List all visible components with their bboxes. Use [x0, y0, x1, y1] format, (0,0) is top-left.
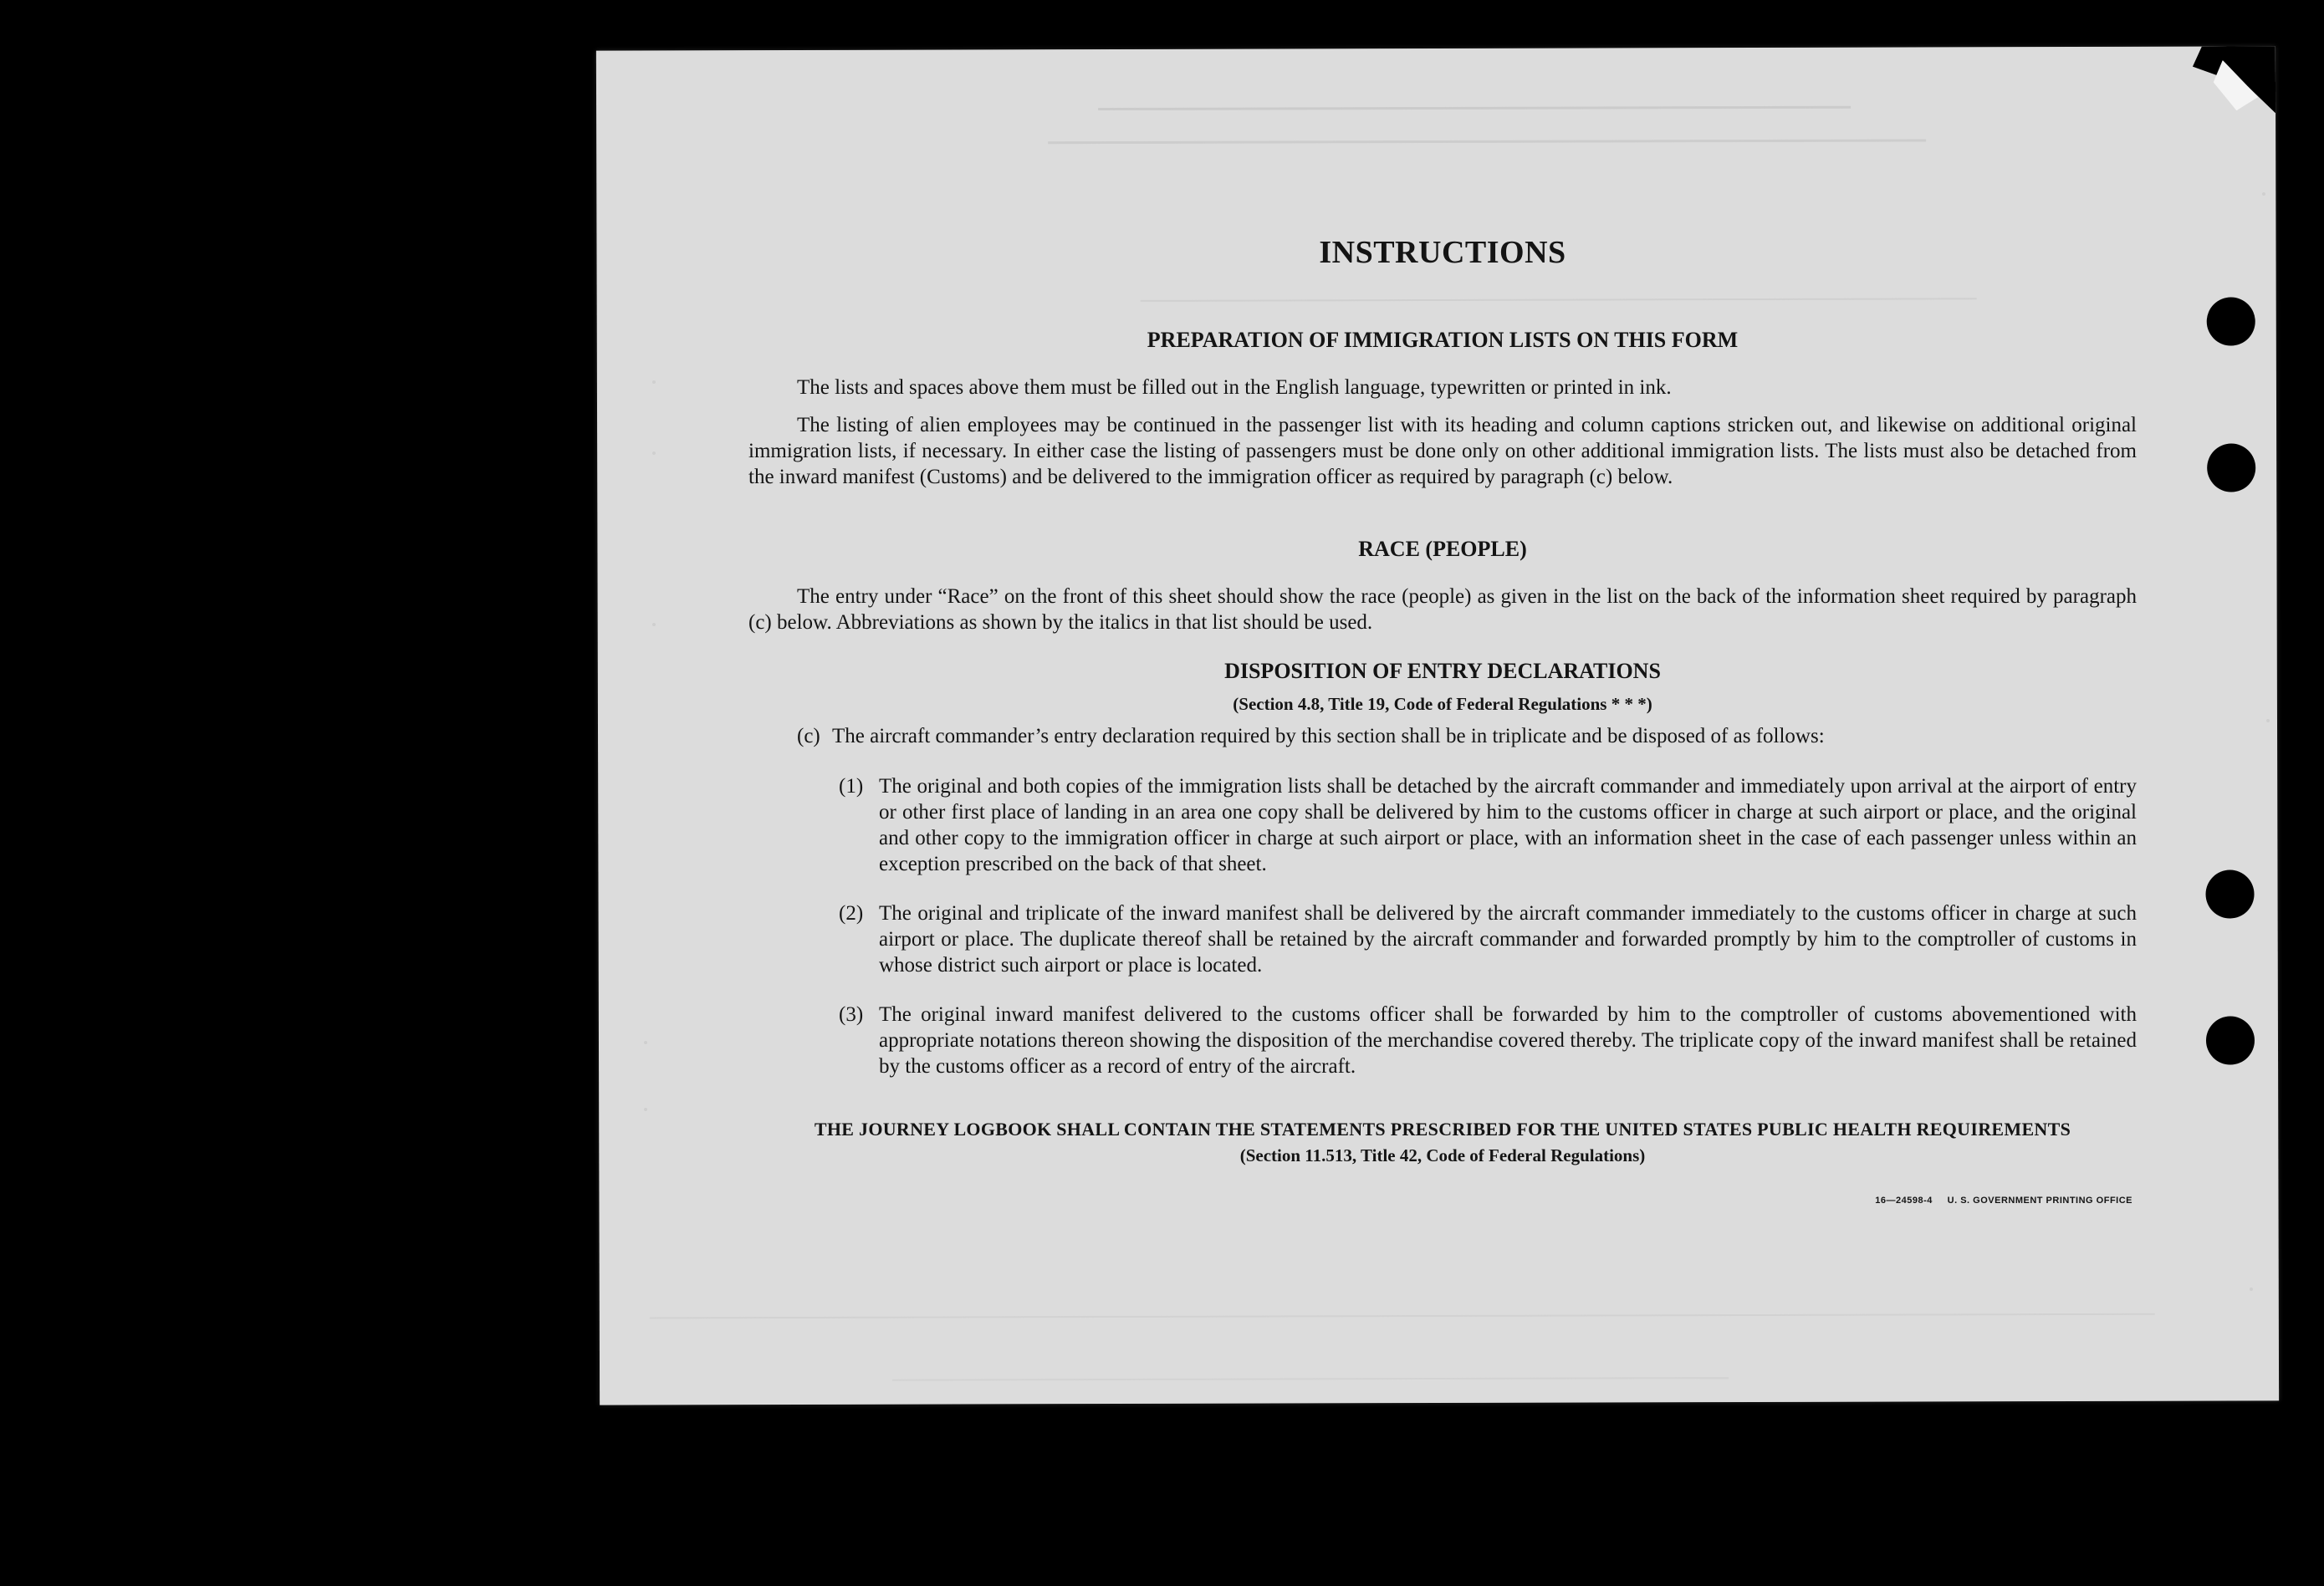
printer-name: U. S. GOVERNMENT PRINTING OFFICE [1947, 1196, 2132, 1206]
dust-speck [644, 1041, 647, 1044]
item-3-text: The original inward manifest delivered to the customs officer shall be forwarded by him to the comptroller of customs abovementioned with appropriate notations thereon showing the disposition of the merchandise covered thereby. The triplicate copy of the inward manifest shall be retained by the customs officer as a record of entry of the aircraft. [879, 1003, 2137, 1078]
logbook-statement: THE JOURNEY LOGBOOK SHALL CONTAIN THE STATEMENTS PRESCRIBED FOR THE UNITED STATES PUBLIC HEALTH REQUIREMENTS [814, 1119, 2071, 1140]
disposition-item-2 [839, 900, 2137, 978]
dust-speck [644, 1108, 647, 1111]
bleed-through-line [650, 1313, 2155, 1319]
item-1-number: (1) [839, 775, 864, 798]
punch-hole [2207, 297, 2255, 345]
dust-speck [2250, 1288, 2253, 1291]
disposition-item-1 [839, 773, 2137, 877]
disposition-item-3 [839, 1002, 2137, 1079]
preparation-paragraph-2-text: The listing of alien employees may be continued in the passenger list with its heading and column captions stricken out, and likewise on additional original immigration lists, if necessary. In either case the listing of passengers must be done only on other additional immigration lists. The lists must also be detached from the inward manifest (Customs) and be delivered to the immigration officer as required by paragraph (c) below. [748, 414, 2137, 488]
dust-speck [652, 623, 656, 626]
dust-speck [2266, 719, 2270, 722]
dust-speck [652, 380, 656, 384]
item-1-text: The original and both copies of the immigration lists shall be detached by the aircraft commander and immediately upon arrival at the airport of entry or other first place of landing in an area one copy shall be delivered by him to the customs officer in charge at such airport or place, and the original and other copy to the immigration officer in charge at such airport or place, with an information sheet in the case of each passenger unless within an exception prescribed on the back of that sheet. [879, 775, 2137, 875]
race-heading: RACE (PEOPLE) [1358, 537, 1527, 561]
dust-speck [2262, 192, 2265, 196]
logbook-citation: (Section 11.513, Title 42, Code of Federal Regulations) [1239, 1145, 1646, 1165]
race-paragraph-text: The entry under “Race” on the front of this sheet should show the race (people) as given in the list on the back of the information sheet required by paragraph (c) below. Abbreviations as shown by the italics in that list should be used. [748, 585, 2137, 634]
item-2-number: (2) [839, 902, 864, 925]
punch-hole [2206, 1016, 2255, 1064]
race-paragraph [748, 584, 2137, 635]
preparation-paragraph-1-text: The lists and spaces above them must be filled out in the English language, typewritten or printed in ink. [797, 376, 1672, 399]
intro-text: The aircraft commander’s entry declaration required by this section shall be in triplicate and be disposed of as follows: [832, 725, 1825, 747]
disposition-citation: (Section 4.8, Title 19, Code of Federal Regulations * * *) [1233, 694, 1652, 714]
page-title: INSTRUCTIONS [1319, 235, 1566, 270]
preparation-paragraph-1 [797, 375, 2137, 400]
printer-code: 16—24598-4 [1875, 1196, 1933, 1206]
disposition-heading: DISPOSITION OF ENTRY DECLARATIONS [1224, 659, 1661, 683]
item-2-text: The original and triplicate of the inward manifest shall be delivered by the aircraft commander immediately to the customs officer in charge at such airport or place. The duplicate thereof shall be retained by the aircraft commander and forwarded promptly by him to the comptroller of customs in whose district such airport or place is located. [879, 902, 2137, 977]
punch-hole [2205, 869, 2254, 918]
bleed-through-line [892, 1377, 1729, 1381]
intro-label: (c) [797, 725, 820, 747]
printer-imprint [1875, 1196, 2132, 1206]
preparation-paragraph-2 [748, 412, 2137, 490]
disposition-intro [797, 723, 2137, 749]
bleed-through-line [1048, 139, 1926, 144]
dust-speck [652, 451, 656, 455]
bleed-through-line [1141, 298, 1977, 302]
item-3-number: (3) [839, 1003, 864, 1026]
bleed-through-line [1098, 106, 1851, 110]
punch-hole [2207, 443, 2255, 492]
preparation-heading: PREPARATION OF IMMIGRATION LISTS ON THIS FORM [1147, 328, 1739, 352]
